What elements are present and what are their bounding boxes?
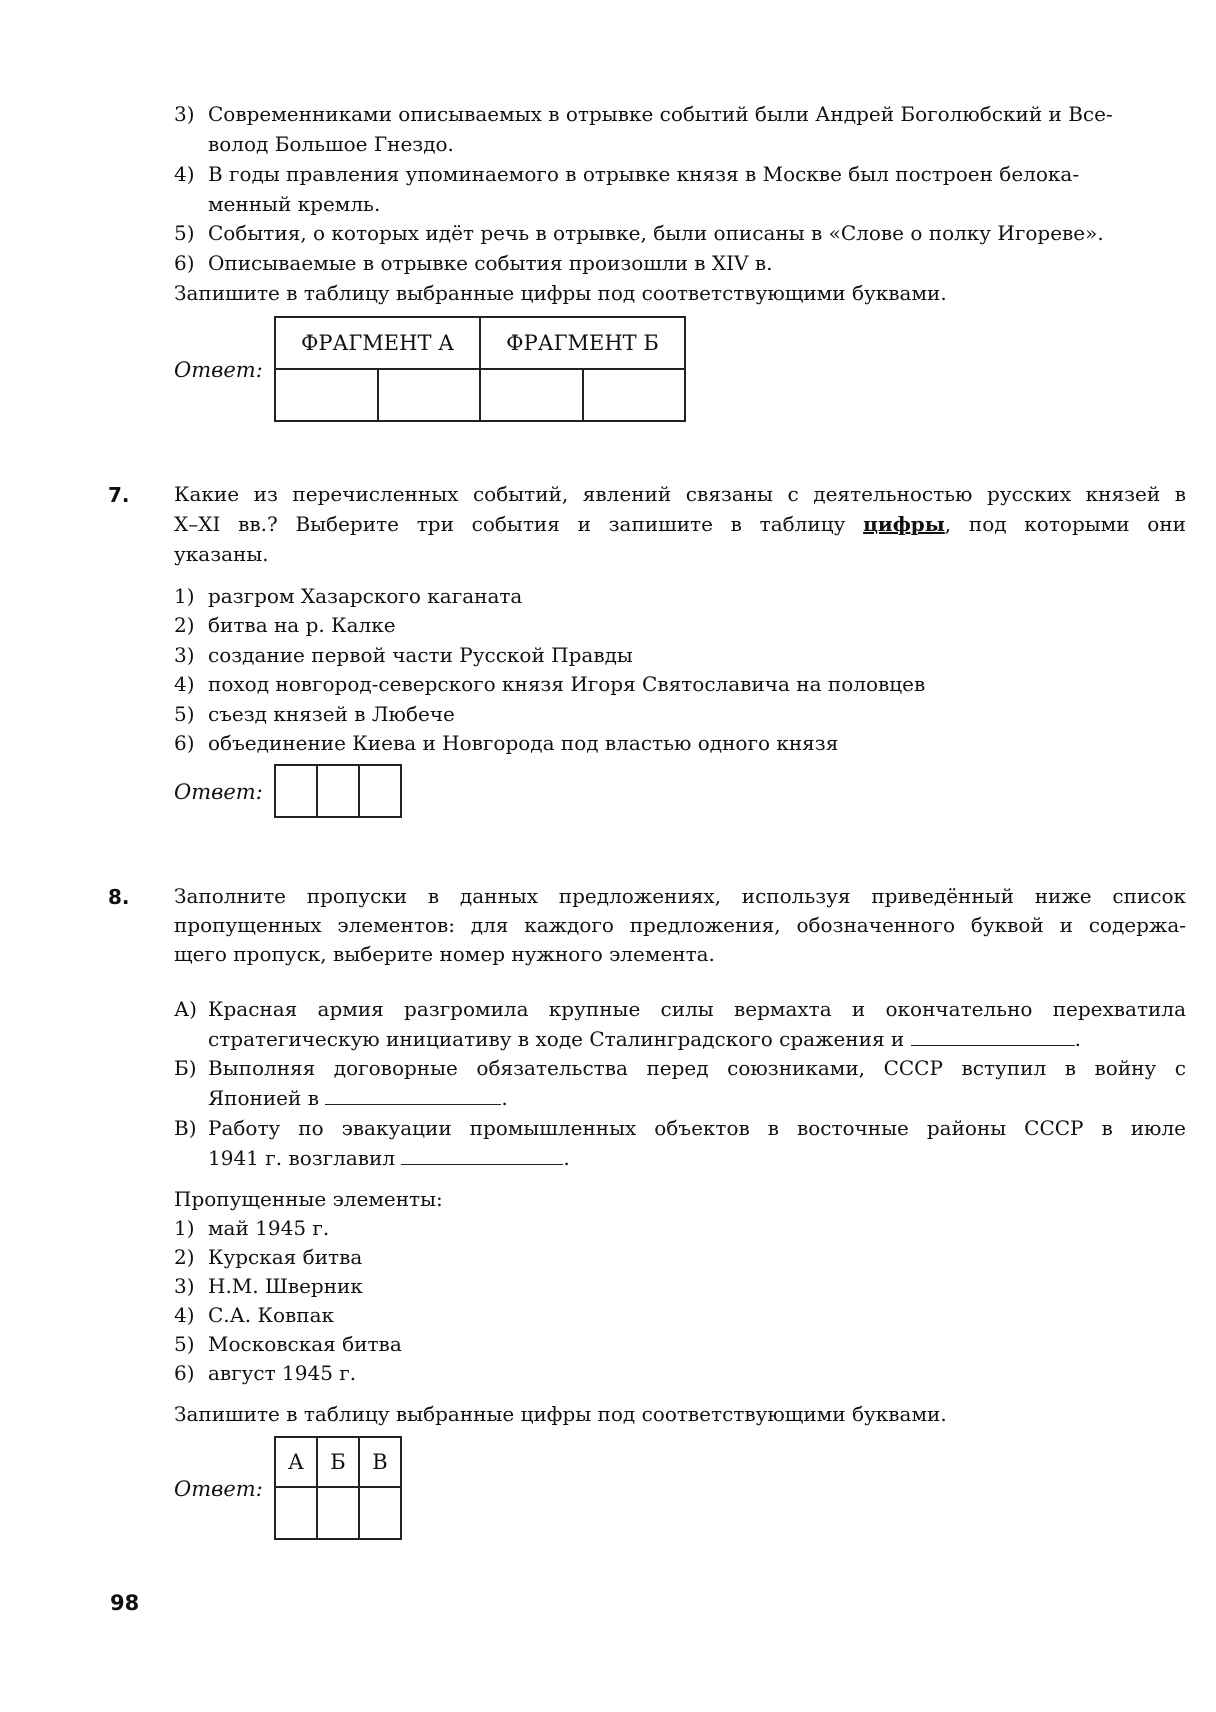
list-item: 1) май 1945 г. — [174, 1216, 330, 1240]
answer-table — [274, 764, 402, 818]
question-text: указаны. — [174, 542, 269, 566]
sentence-text: Работу по эвакуации промышленных объектов в восточные районы СССР в июле — [208, 1116, 1186, 1140]
table-header: В — [359, 1437, 401, 1487]
answer-table — [274, 1436, 402, 1540]
answer-table — [274, 316, 686, 422]
question-text: Какие из перечисленных событий, явлений связаны с деятельностью русских князей в — [174, 482, 1186, 506]
sentence-text: Японией в . — [208, 1086, 508, 1110]
table-header: ФРАГМЕНТ А — [275, 317, 480, 369]
sentence-text: Красная армия разгромила крупные силы вермахта и окончательно перехватила — [208, 997, 1186, 1021]
answer-cell[interactable] — [583, 369, 686, 421]
answer-cell[interactable] — [275, 1487, 317, 1539]
list-item: 5) Московская битва — [174, 1332, 402, 1356]
answer-label: Ответ: — [174, 780, 263, 804]
question-number: 7. — [108, 483, 130, 507]
table-header: ФРАГМЕНТ Б — [480, 317, 685, 369]
list-item: 4) поход новгород-северского князя Игоря Святославича на половцев — [174, 672, 926, 696]
list-item: 5) съезд князей в Любече — [174, 702, 455, 726]
answer-cell[interactable] — [317, 1487, 359, 1539]
list-item: 6) объединение Киева и Новгорода под властью одного князя — [174, 731, 839, 755]
table-header: А — [275, 1437, 317, 1487]
blank-field[interactable] — [401, 1144, 563, 1165]
answer-cell[interactable] — [275, 369, 378, 421]
missing-elements-title: Пропущенные элементы: — [174, 1187, 443, 1211]
list-item: 1) разгром Хазарского каганата — [174, 584, 523, 608]
blank-field[interactable] — [325, 1084, 501, 1105]
answer-cell[interactable] — [359, 1487, 401, 1539]
question-number: 8. — [108, 885, 130, 909]
answer-cell[interactable] — [378, 369, 481, 421]
list-item: 6) август 1945 г. — [174, 1361, 357, 1385]
instruction: Запишите в таблицу выбранные цифры под соответствующими буквами. — [174, 281, 947, 305]
sentence-text: стратегическую инициативу в ходе Сталинградского сражения и . — [208, 1027, 1081, 1051]
sentence: Б) — [174, 1056, 197, 1080]
page-number: 98 — [110, 1591, 140, 1615]
question-text: щего пропуск, выберите номер нужного элемента. — [174, 942, 715, 966]
answer-label: Ответ: — [174, 358, 263, 382]
question-text: пропущенных элементов: для каждого предложения, обозначенного буквой и содержа- — [174, 913, 1186, 937]
question-text: X–XI вв.? Выберите три события и запишите в таблицу цифры, под которыми они — [174, 512, 1186, 536]
sentence: А) — [174, 997, 197, 1021]
list-item: 4) С.А. Ковпак — [174, 1303, 335, 1327]
list-item: 2) Курская битва — [174, 1245, 363, 1269]
list-item: 3) Современниками описываемых в отрывке событий были Андрей Боголюбский и Все- — [174, 102, 1113, 126]
answer-cell[interactable] — [317, 765, 359, 817]
list-item: 3) Н.М. Шверник — [174, 1274, 363, 1298]
sentence-text: Выполняя договорные обязательства перед союзниками, СССР вступил в войну с — [208, 1056, 1186, 1080]
list-item: 3) создание первой части Русской Правды — [174, 643, 633, 667]
list-item: 6) Описываемые в отрывке события произошли в XIV в. — [174, 251, 773, 275]
answer-cell[interactable] — [359, 765, 401, 817]
list-item: 2) битва на р. Калке — [174, 613, 396, 637]
list-item: 4) В годы правления упоминаемого в отрывке князя в Москве был построен белока- — [174, 162, 1080, 186]
list-item-cont: волод Большое Гнездо. — [208, 132, 454, 156]
answer-cell[interactable] — [480, 369, 583, 421]
sentence: В) — [174, 1116, 197, 1140]
instruction: Запишите в таблицу выбранные цифры под соответствующими буквами. — [174, 1402, 947, 1426]
answer-label: Ответ: — [174, 1477, 263, 1501]
list-item-cont: менный кремль. — [208, 192, 381, 216]
list-item: 5) События, о которых идёт речь в отрывке, были описаны в «Слове о полку Игореве». — [174, 221, 1104, 245]
table-header: Б — [317, 1437, 359, 1487]
blank-field[interactable] — [911, 1025, 1075, 1046]
answer-cell[interactable] — [275, 765, 317, 817]
question-text: Заполните пропуски в данных предложениях, используя приведённый ниже список — [174, 884, 1186, 908]
sentence-text: 1941 г. возглавил . — [208, 1146, 570, 1170]
